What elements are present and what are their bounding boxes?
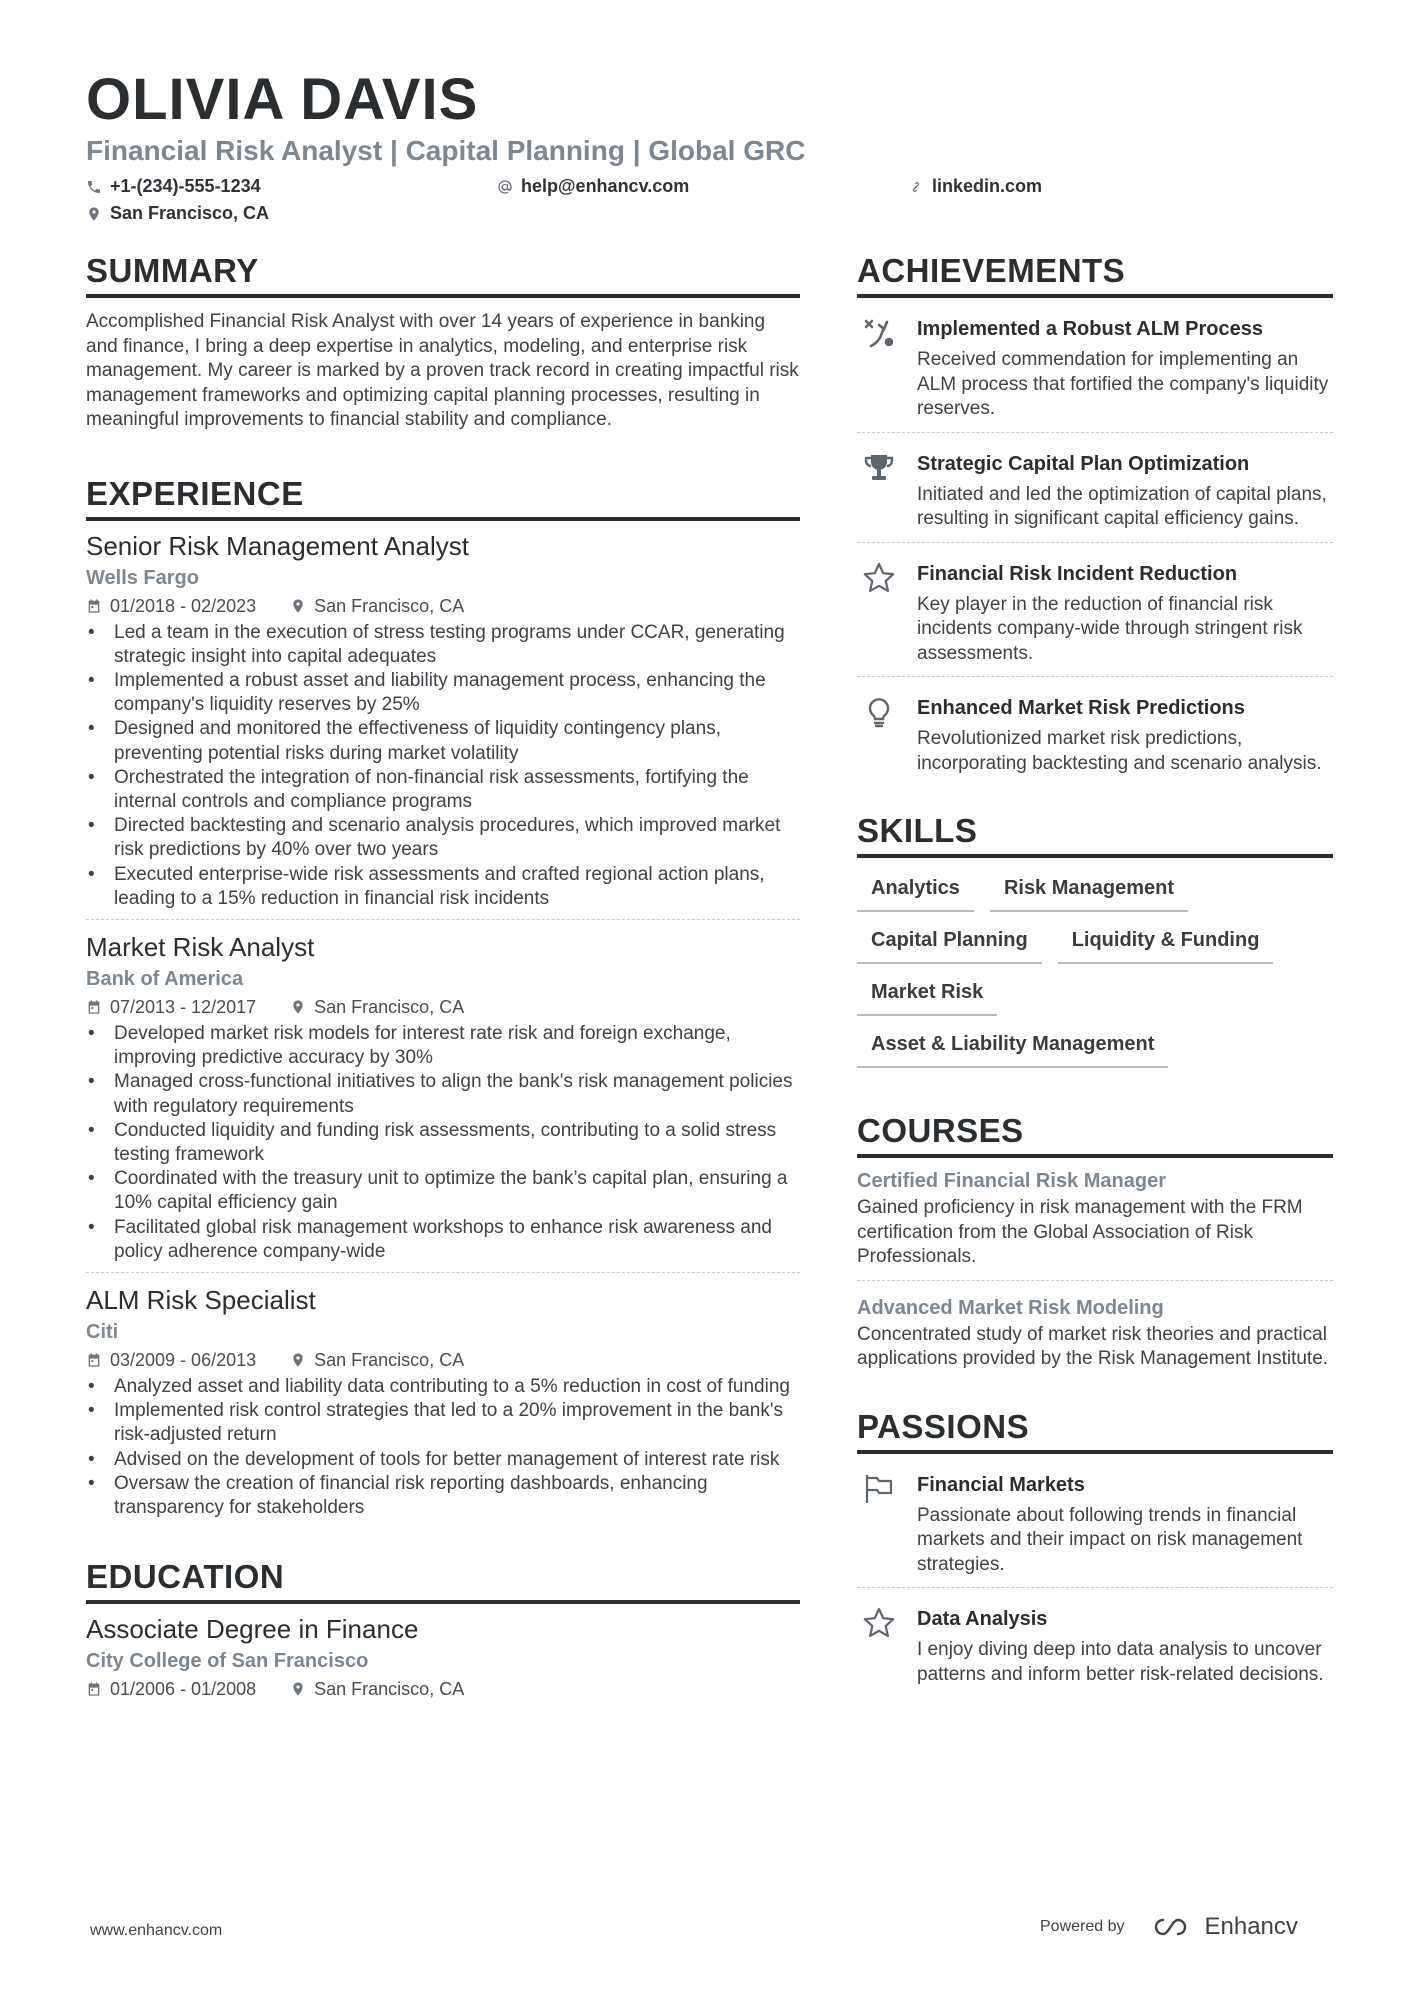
- star-icon: [862, 1606, 896, 1640]
- achievement-desc: Revolutionized market risk predictions, incorporating backtesting and scenario analysis.: [917, 728, 1322, 774]
- job-dates: 01/2018 - 02/2023: [110, 595, 257, 616]
- lightbulb-icon: [862, 695, 896, 729]
- achievements-section: [857, 252, 1333, 786]
- location-pin-icon: [290, 598, 306, 614]
- brand-name: Enhancv: [1204, 1913, 1298, 1940]
- location-pin-icon: [290, 1352, 306, 1368]
- skill-tag: Asset & Liability Management: [857, 1030, 1168, 1068]
- passion-item: [857, 1464, 1333, 1589]
- candidate-headline: Financial Risk Analyst | Capital Planning | Global GRC: [86, 135, 806, 166]
- bullet-item: • Orchestrated the integration of non-financial risk assessments, fortifying the internal controls and compliance programs: [114, 766, 800, 814]
- achievement-title: Implemented a Robust ALM Process: [917, 318, 1263, 340]
- job-dates: 03/2009 - 06/2013: [110, 1349, 257, 1370]
- linkedin-text: linkedin.com: [932, 176, 1043, 196]
- bullet-item: • Led a team in the execution of stress testing programs under CCAR, generating strategic insight into capital adequates: [114, 621, 800, 669]
- course-item: [857, 1293, 1333, 1382]
- achievement-desc: Key player in the reduction of financial risk incidents company-wide through stringent risk assessments.: [917, 593, 1303, 664]
- skill-tag: Analytics: [857, 874, 974, 912]
- bullet-item: • Advised on the development of tools for better management of interest rate risk: [114, 1448, 800, 1472]
- job-meta: [86, 994, 800, 1020]
- job-location: San Francisco, CA: [314, 595, 465, 616]
- phone-text: +1-(234)-555-1234: [110, 176, 261, 196]
- bullet-item: • Implemented risk control strategies that led to a 20% improvement in the bank's risk-adjusted return: [114, 1399, 800, 1447]
- bullet-item: • Managed cross-functional initiatives to align the bank's risk management policies with regulatory requirements: [114, 1070, 800, 1118]
- achievement-item: [857, 308, 1333, 433]
- bullet-item: • Implemented a robust asset and liability management process, enhancing the company's liquidity reserves by 25%: [114, 669, 800, 717]
- education-title: EDUCATION: [86, 1558, 800, 1604]
- left-column: [86, 252, 800, 1704]
- at-icon: [497, 179, 513, 195]
- achievement-desc: Initiated and led the optimization of capital plans, resulting in significant capital efficiency gains.: [917, 483, 1327, 529]
- candidate-name: OLIVIA DAVIS: [86, 67, 479, 132]
- summary-section: [86, 252, 800, 433]
- job-title: Senior Risk Management Analyst: [86, 530, 469, 561]
- education-location: San Francisco, CA: [314, 1679, 465, 1700]
- passion-title: Financial Markets: [917, 1473, 1085, 1496]
- passion-desc: I enjoy diving deep into data analysis to uncover patterns and inform better risk-related decisions.: [917, 1639, 1324, 1685]
- footer-branding[interactable]: [1040, 1913, 1298, 1941]
- enhancv-logo: [1149, 1913, 1298, 1941]
- passion-desc: Passionate about following trends in financial markets and their impact on risk management strategies.: [917, 1504, 1303, 1575]
- company-name: Citi: [86, 1320, 119, 1343]
- job-bullets: [86, 621, 800, 911]
- achievement-desc: Received commendation for implementing an ALM process that fortified the company's liquidity reserves.: [917, 349, 1329, 419]
- bullet-item: • Coordinated with the treasury unit to optimize the bank’s capital plan, ensuring a 10% capital efficiency gain: [114, 1167, 800, 1215]
- course-title: Certified Financial Risk Manager: [857, 1170, 1166, 1192]
- skill-tag: Liquidity & Funding: [1058, 926, 1274, 964]
- location-pin-icon: [86, 206, 102, 222]
- bullet-item: • Facilitated global risk management workshops to enhance risk awareness and policy adherence company-wide: [114, 1216, 800, 1264]
- calendar-icon: [86, 1352, 102, 1368]
- passions-section: [857, 1408, 1333, 1698]
- job-title: ALM Risk Specialist: [86, 1284, 316, 1315]
- education-dates: 01/2006 - 01/2008: [110, 1679, 257, 1700]
- contact-email[interactable]: [497, 176, 689, 197]
- course-desc: Gained proficiency in risk management with the FRM certification from the Global Association of Risk Professionals.: [857, 1197, 1303, 1267]
- achievement-item: [857, 553, 1333, 678]
- courses-section: [857, 1112, 1333, 1382]
- contact-phone[interactable]: [86, 176, 261, 197]
- bullet-item: • Executed enterprise-wide risk assessments and crafted regional action plans, leading to a 15% reduction in financial risk incidents: [114, 863, 800, 911]
- location-pin-icon: [290, 999, 306, 1015]
- star-icon: [862, 561, 896, 595]
- achievement-item: [857, 443, 1333, 543]
- job-meta: [86, 1347, 800, 1373]
- achievement-item: [857, 687, 1333, 786]
- skills-list: [857, 874, 1333, 1068]
- calendar-icon: [86, 598, 102, 614]
- job-meta: [86, 593, 800, 619]
- email-text: help@enhancv.com: [521, 176, 690, 196]
- skill-tag: Risk Management: [990, 874, 1188, 912]
- company-name: Bank of America: [86, 967, 244, 990]
- course-item: [857, 1166, 1333, 1281]
- job-entry: [86, 529, 800, 920]
- course-title: Advanced Market Risk Modeling: [857, 1296, 1164, 1319]
- flag-icon: [862, 1472, 896, 1506]
- trophy-icon: [862, 451, 896, 485]
- phone-icon: [86, 179, 102, 195]
- bullet-item: • Developed market risk models for interest rate risk and foreign exchange, improving predictive accuracy by 30%: [114, 1022, 800, 1070]
- right-column: [857, 252, 1333, 1707]
- bullet-item: • Oversaw the creation of financial risk reporting dashboards, enhancing transparency for stakeholders: [114, 1472, 800, 1520]
- job-title: Market Risk Analyst: [86, 931, 315, 962]
- bullet-item: • Analyzed asset and liability data contributing to a 5% reduction in cost of funding: [114, 1375, 800, 1399]
- education-section: [86, 1558, 800, 1702]
- passions-title: PASSIONS: [857, 1408, 1333, 1454]
- skill-tag: Market Risk: [857, 978, 997, 1016]
- summary-title: SUMMARY: [86, 252, 800, 298]
- job-location: San Francisco, CA: [314, 996, 465, 1017]
- company-name: Wells Fargo: [86, 566, 199, 589]
- powered-by-text: Powered by: [1040, 1918, 1125, 1935]
- contact-location: [86, 203, 269, 224]
- achievements-title: ACHIEVEMENTS: [857, 252, 1333, 298]
- contact-linkedin[interactable]: [908, 176, 1042, 197]
- achievement-title: Strategic Capital Plan Optimization: [917, 452, 1250, 475]
- experience-section: [86, 475, 800, 1529]
- enhancv-logo-icon: [1149, 1914, 1197, 1940]
- job-entry: [86, 930, 800, 1273]
- passion-item: [857, 1598, 1333, 1697]
- achievement-title: Enhanced Market Risk Predictions: [917, 697, 1245, 719]
- course-desc: Concentrated study of market risk theories and practical applications provided by the Risk Management Institute.: [857, 1323, 1329, 1369]
- location-pin-icon: [290, 1681, 306, 1697]
- job-bullets: [86, 1375, 800, 1520]
- footer-website[interactable]: www.enhancv.com: [90, 1922, 223, 1939]
- passion-title: Data Analysis: [917, 1608, 1048, 1630]
- skills-section: [857, 812, 1333, 1068]
- calendar-icon: [86, 999, 102, 1015]
- skill-tag: Capital Planning: [857, 926, 1042, 964]
- summary-text: Accomplished Financial Risk Analyst with over 14 years of experience in banking and finance, I bring a deep expertise in analytics, modeling, and enterprise risk management. My career is marked by a proven track record in creating impactful risk management frameworks and optimizing capital planning processes, resulting in meaningful improvements to financial stability and compliance.: [86, 311, 799, 430]
- strategy-icon: [862, 316, 896, 350]
- job-dates: 07/2013 - 12/2017: [110, 996, 257, 1017]
- experience-title: EXPERIENCE: [86, 475, 800, 521]
- link-icon: [908, 179, 924, 195]
- job-location: San Francisco, CA: [314, 1349, 465, 1370]
- job-entry: [86, 1283, 800, 1528]
- location-text: San Francisco, CA: [110, 203, 270, 223]
- skills-title: SKILLS: [857, 812, 1333, 858]
- bullet-item: • Conducted liquidity and funding risk assessments, contributing to a solid stress testing framework: [114, 1119, 800, 1167]
- job-bullets: [86, 1022, 800, 1264]
- achievement-title: Financial Risk Incident Reduction: [917, 562, 1238, 585]
- degree-title: Associate Degree in Finance: [86, 1614, 419, 1645]
- education-meta: [86, 1676, 800, 1702]
- school-name: City College of San Francisco: [86, 1650, 369, 1673]
- bullet-item: • Designed and monitored the effectiveness of liquidity contingency plans, preventing potential risks during market volatility: [114, 717, 800, 765]
- bullet-item: • Directed backtesting and scenario analysis procedures, which improved market risk predictions by 40% over two years: [114, 814, 800, 862]
- courses-title: COURSES: [857, 1112, 1333, 1158]
- calendar-icon: [86, 1681, 102, 1697]
